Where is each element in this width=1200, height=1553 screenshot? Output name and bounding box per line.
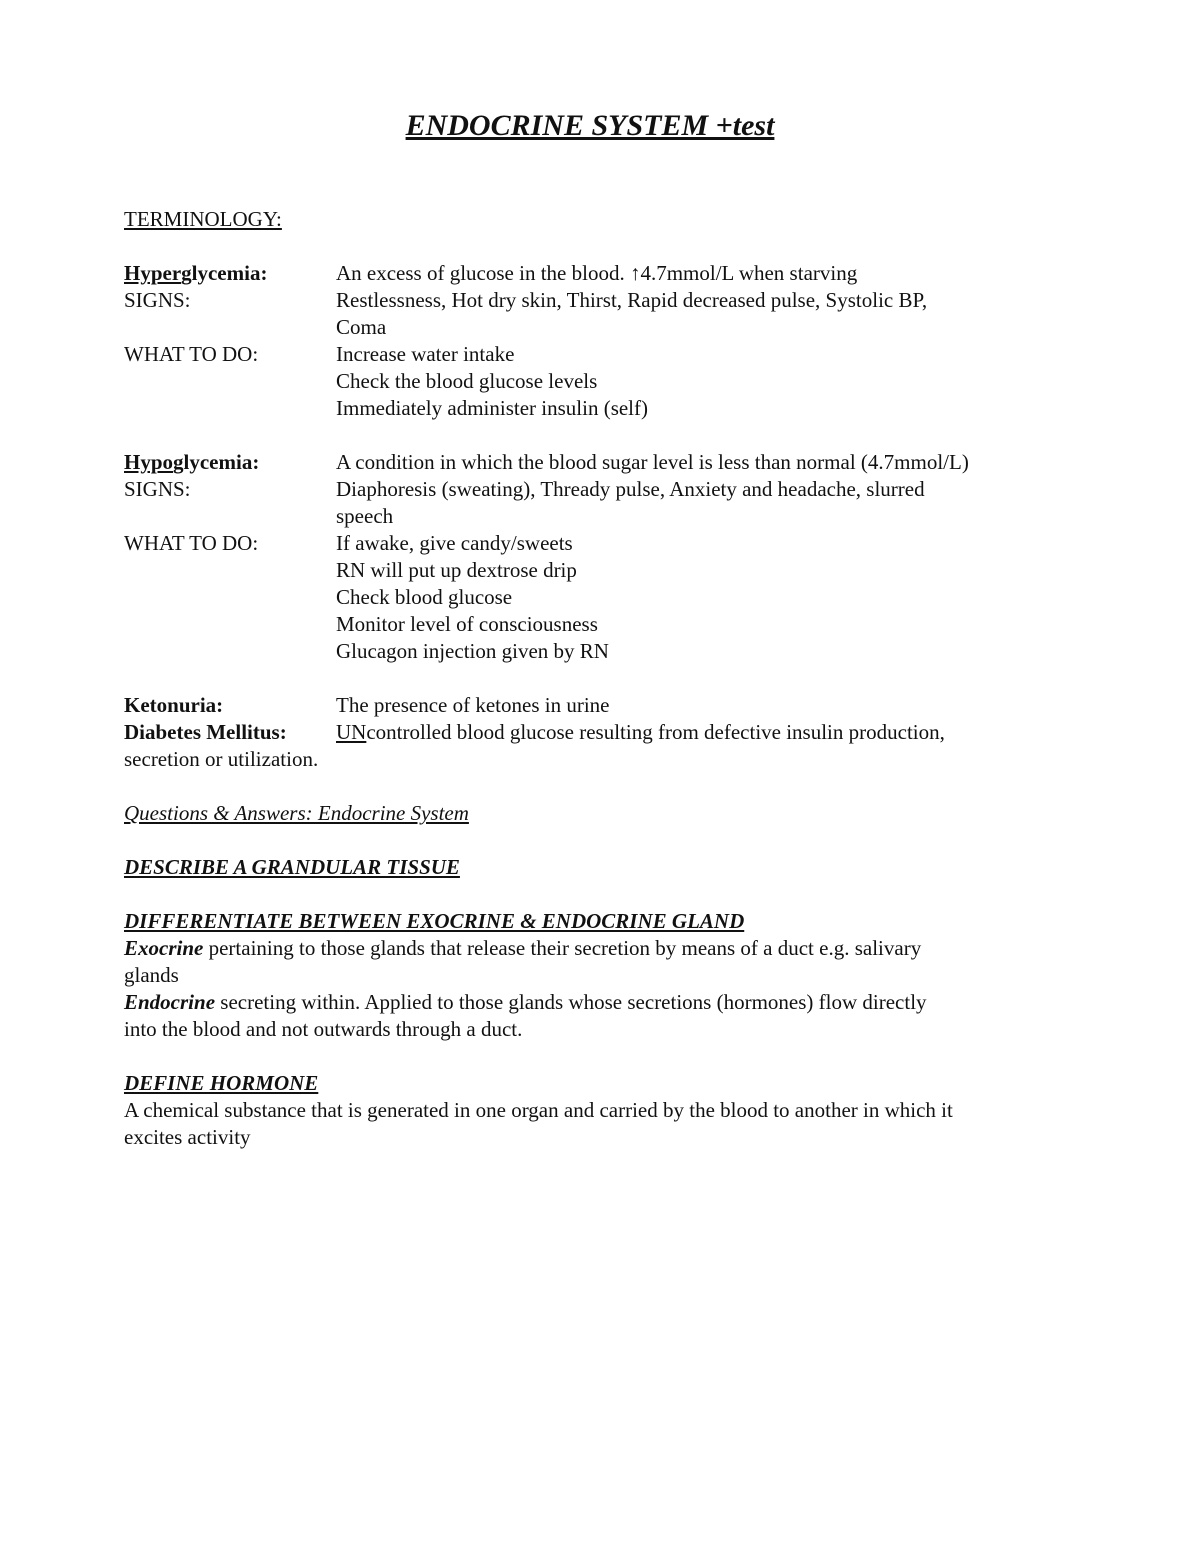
- document-body: [124, 206, 1064, 1151]
- hypoglycemia-row: [124, 449, 1064, 476]
- diabetes-term: Diabetes Mellitus:: [124, 720, 287, 744]
- section-heading-grandular-tissue: DESCRIBE A GRANDULAR TISSUE: [124, 855, 460, 879]
- hyperglycemia-term: Hyperglycemia:: [124, 261, 268, 285]
- qa-title: Questions & Answers: Endocrine System: [124, 801, 469, 825]
- hyperglycemia-signs-row: [124, 287, 1064, 341]
- ketonuria-row: [124, 692, 1064, 719]
- hypoglycemia-todo-row: [124, 530, 1064, 665]
- section-heading-define-hormone: DEFINE HORMONE: [124, 1071, 319, 1095]
- list-item: Immediately administer insulin (self): [336, 396, 649, 420]
- list-item: Check the blood glucose levels: [336, 369, 598, 393]
- what-to-do-label: WHAT TO DO:: [124, 531, 259, 555]
- signs-label: SIGNS:: [124, 288, 191, 312]
- hypoglycemia-todo-list: [336, 530, 1064, 665]
- signs-label: SIGNS:: [124, 477, 191, 501]
- hypoglycemia-term: Hypoglycemia:: [124, 450, 260, 474]
- list-item: Glucagon injection given by RN: [336, 639, 609, 663]
- list-item: RN will put up dextrose drip: [336, 558, 577, 582]
- diabetes-definition: UNcontrolled blood glucose resulting from defective insulin production,: [336, 720, 945, 744]
- ketonuria-term: Ketonuria:: [124, 693, 224, 717]
- hormone-definition: A chemical substance that is generated in one organ and carried by the blood to another in which it excites activity: [124, 1098, 953, 1149]
- page-title: ENDOCRINE SYSTEM +test: [405, 109, 775, 142]
- terminology-heading: TERMINOLOGY:: [124, 207, 282, 231]
- diabetes-definition-continued: secretion or utilization.: [124, 747, 319, 771]
- section-heading-exocrine-endocrine: DIFFERENTIATE BETWEEN EXOCRINE & ENDOCRINE GLAND: [124, 909, 745, 933]
- hyperglycemia-definition: An excess of glucose in the blood. ↑4.7mmol/L when starving: [336, 261, 858, 285]
- list-item: If awake, give candy/sweets: [336, 531, 573, 555]
- hypoglycemia-signs: Diaphoresis (sweating), Thready pulse, Anxiety and headache, slurred speech: [336, 477, 925, 528]
- list-item: Check blood glucose: [336, 585, 513, 609]
- what-to-do-label: WHAT TO DO:: [124, 342, 259, 366]
- hyperglycemia-row: [124, 260, 1064, 287]
- hyperglycemia-todo-list: [336, 341, 1064, 422]
- hypoglycemia-definition: A condition in which the blood sugar level is less than normal (4.7mmol/L): [336, 450, 969, 474]
- hyperglycemia-signs: Restlessness, Hot dry skin, Thirst, Rapid decreased pulse, Systolic BP, Coma: [336, 288, 928, 339]
- endocrine-term: Endocrine: [124, 990, 216, 1014]
- hypoglycemia-signs-row: [124, 476, 1064, 530]
- exocrine-term: Exocrine: [124, 936, 204, 960]
- endocrine-paragraph: Endocrine secreting within. Applied to those glands whose secretions (hormones) flow directly into the blood and not outwards through a duct.: [124, 990, 927, 1041]
- list-item: Increase water intake: [336, 342, 515, 366]
- diabetes-row: [124, 719, 1064, 746]
- hyperglycemia-todo-row: [124, 341, 1064, 422]
- exocrine-paragraph: Exocrine pertaining to those glands that release their secretion by means of a duct e.g. salivary glands: [124, 936, 922, 987]
- ketonuria-definition: The presence of ketones in urine: [336, 693, 610, 717]
- list-item: Monitor level of consciousness: [336, 612, 598, 636]
